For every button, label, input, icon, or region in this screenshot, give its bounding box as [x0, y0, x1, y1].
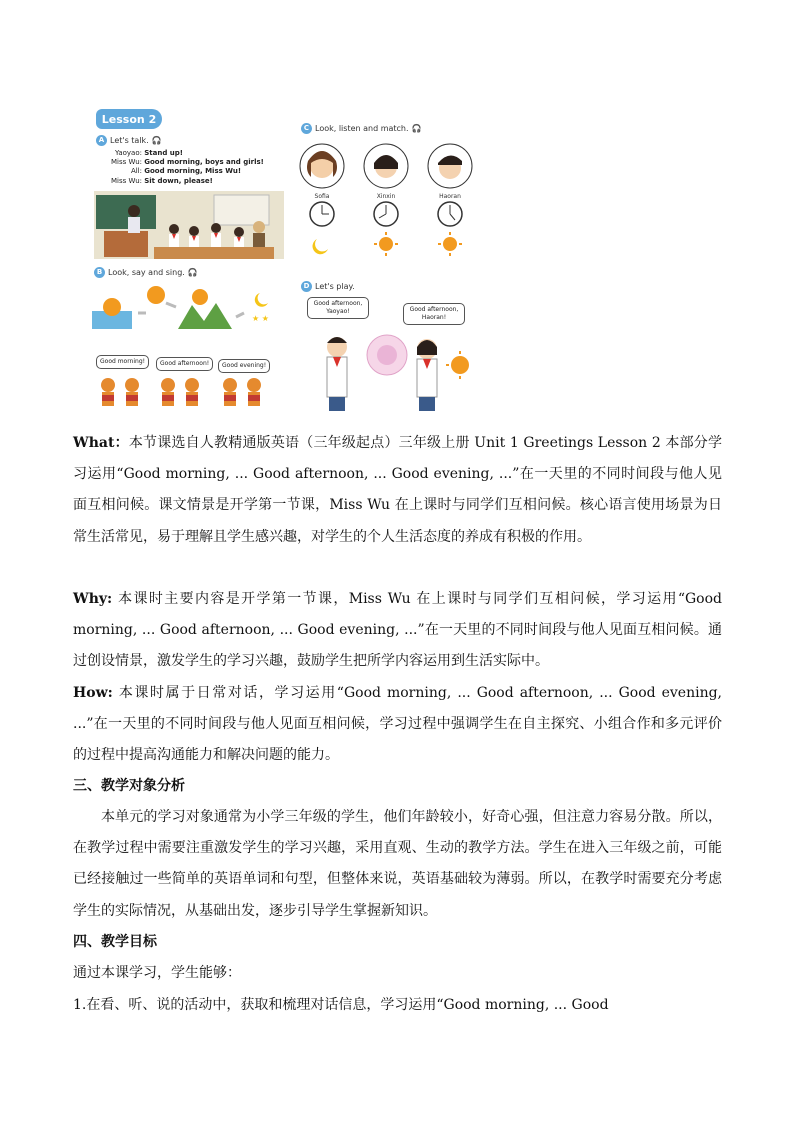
dialog-line: All: Good morning, Miss Wu! [130, 167, 242, 176]
what-body: 本节课选自人教精通版英语（三年级起点）三年级上册 Unit 1 Greetings Lesson 2 本部分学习运用“Good morning, ... Good afternoon, ... Good evening, ...”在一天里的不同时间段与他人见面互相问候。课文情景是开学第一节课，Miss Wu 在上课时与同学们互相问候。核心语言使用场景为日常生活常见，易于理解且学生感兴趣，对学生的个人生活态度的养成有积极的作用。 [73, 435, 722, 545]
panel-d [295, 263, 482, 413]
headphone-icon: 🎧 [411, 124, 422, 133]
section-c-label: Look, listen and match. [315, 124, 409, 133]
match-illustration [295, 141, 482, 261]
cartoon-animals-illustration [92, 373, 288, 413]
section-b-title [94, 267, 198, 278]
section-d-letter: D [301, 281, 312, 292]
how-label: How: [73, 685, 113, 701]
headphone-icon: 🎧 [187, 268, 198, 277]
panel-b [90, 263, 290, 413]
sun-sequence-illustration [92, 281, 288, 331]
section-heading-4: 四、教学目标 [73, 934, 157, 950]
panel-c [295, 103, 482, 263]
sing-bubble: Good evening! [218, 359, 270, 373]
lesson-badge: Lesson 2 [96, 109, 162, 129]
section-a-title [96, 135, 162, 146]
section-a-letter: A [96, 135, 107, 146]
what-paragraph [73, 428, 722, 553]
section-heading-3: 三、教学对象分析 [73, 778, 185, 794]
play-bubble: Good afternoon, Haoran! [403, 303, 465, 325]
what-label: What： [73, 435, 129, 451]
section-3-paragraph: 本单元的学习对象通常为小学三年级的学生，他们年龄较小，好奇心强，但注意力容易分散。所以，在教学过程中需要注重激发学生的学习兴趣，采用直观、生动的教学方法。学生在进入三年级之前，可能已经接触过一些简单的英语单词和句型，但整体来说，英语基础较为薄弱。所以，在教学时需要充分考虑学生的实际情况，从基础出发，逐步引导学生掌握新知识。 [73, 809, 722, 919]
section-a-label: Let's talk. [110, 136, 149, 145]
play-illustration [315, 327, 475, 413]
headphone-icon: 🎧 [151, 136, 162, 145]
section-b-label: Look, say and sing. [108, 268, 185, 277]
sing-bubble: Good morning! [96, 355, 149, 369]
classroom-illustration [94, 191, 284, 259]
how-body: 本课时属于日常对话，学习运用“Good morning, ... Good afternoon, ... Good evening, ...”在一天里的不同时间段与他人见面互相问候，学习过程中强调学生在自主探究、小组合作和多元评价的过程中提高沟通能力和解决问题的能力。 [73, 685, 723, 764]
section-c-title [301, 123, 422, 134]
character-name: Haoran [439, 193, 461, 200]
dialog-line: Miss Wu: Sit down, please! [111, 176, 213, 185]
section-4-intro: 通过本课学习，学生能够： [73, 965, 241, 981]
sing-bubble: Good afternoon! [156, 357, 213, 371]
dialog [102, 149, 264, 186]
why-body: 本课时主要内容是开学第一节课，Miss Wu 在上课时与同学们互相问候，学习运用“Good morning, ... Good afternoon, ... Good evening, ...”在一天里的不同时间段与他人见面互相问候。通过创设情景，激发学生的学习兴趣，鼓励学生把所学内容运用到生活实际中。 [73, 591, 722, 670]
dialog-line: Yaoyao: Stand up! [115, 149, 183, 157]
how-paragraph [73, 678, 722, 772]
why-paragraph [73, 584, 722, 678]
section-d-title [301, 281, 355, 292]
play-bubble: Good afternoon, Yaoyao! [307, 297, 369, 319]
character-name: Sofia [314, 193, 330, 200]
svg-text:★ ★: ★ ★ [252, 314, 269, 323]
section-d-label: Let's play. [315, 282, 355, 291]
section-b-letter: B [94, 267, 105, 278]
goal-1: 1.在看、听、说的活动中，获取和梳理对话信息，学习运用“Good morning, ... Good [73, 997, 609, 1013]
dialog-line: Miss Wu: Good morning, boys and girls! [111, 158, 264, 167]
character-name: Xinxin [376, 193, 396, 200]
textbook-figure [90, 103, 482, 413]
section-c-letter: C [301, 123, 312, 134]
why-label: Why: [73, 591, 113, 607]
panel-a [90, 103, 290, 263]
